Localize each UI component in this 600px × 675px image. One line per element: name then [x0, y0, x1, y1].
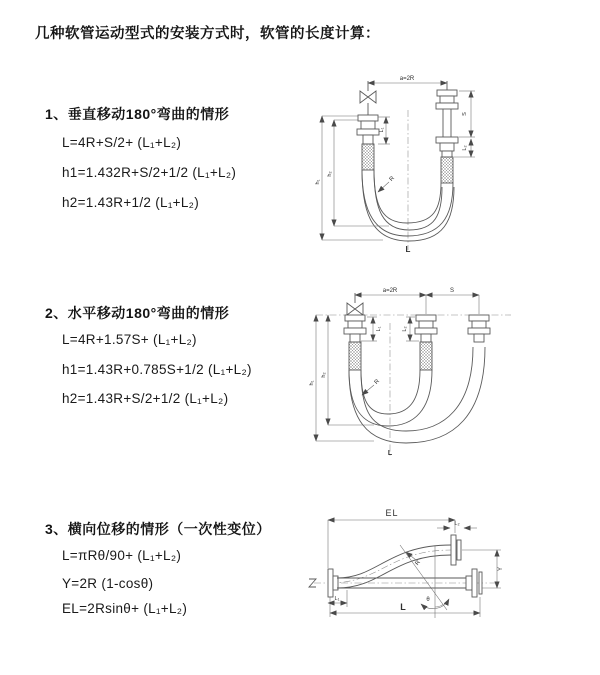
valve-icon	[347, 303, 363, 315]
radius-label: R	[388, 175, 396, 183]
braided-hose-section	[362, 144, 374, 170]
angle-label: θ	[426, 597, 430, 603]
diagram-vertical-180-bend	[313, 70, 528, 258]
dim-width-label: a=2R	[382, 288, 398, 294]
dim-s-label: S	[449, 288, 455, 294]
left-pipe-end	[357, 81, 379, 170]
right-pipe-end	[436, 81, 458, 183]
dim-s-label: S	[462, 112, 468, 116]
formula-length: L=πRθ/90+ (L₁+L₂)	[62, 548, 182, 563]
dim-l1-label: L₁	[334, 596, 340, 602]
length-label: L	[387, 450, 393, 457]
middle-pipe-end	[415, 315, 437, 370]
dim-el-label: EL	[385, 508, 399, 518]
hose-u-bend	[349, 347, 485, 443]
dim-y-label: Y	[498, 566, 504, 572]
section-2-heading: 2、水平移动180°弯曲的情形	[45, 305, 230, 321]
diagram-lateral-displacement	[300, 498, 558, 650]
s-curve-hose	[337, 535, 461, 588]
dim-l2-label: L₂	[462, 145, 468, 151]
angle-construction	[400, 545, 449, 618]
radius-label: R	[373, 378, 381, 386]
dim-width-label: a=2R	[399, 76, 415, 82]
page-title: 几种软管运动型式的安装方式时，软管的长度计算：	[35, 26, 380, 42]
formula-length: L=4R+1.57S+ (L₁+L₂)	[62, 332, 197, 347]
formula-el: EL=2Rsinθ+ (L₁+L₂)	[62, 601, 188, 616]
right-pipe-end	[468, 315, 490, 342]
dimension-lines	[328, 508, 504, 617]
formula-length: L=4R+S/2+ (L₁+L₂)	[62, 135, 182, 150]
length-label: L	[405, 245, 411, 254]
formula-h2: h2=1.43R+S/2+1/2 (L₁+L₂)	[62, 391, 229, 406]
dim-h1-label: h₁	[315, 179, 321, 185]
braided-hose-section	[349, 342, 361, 370]
formula-h1: h1=1.432R+S/2+1/2 (L₁+L₂)	[62, 165, 237, 180]
dim-l1-label: L₁	[379, 127, 385, 133]
dim-h1-label: h₁	[309, 380, 315, 386]
radius-label: R	[414, 559, 422, 567]
braided-hose-section	[420, 342, 432, 370]
dim-h2-label: h₂	[321, 372, 327, 378]
dimension-lines	[309, 288, 479, 457]
left-pipe-end	[344, 293, 366, 370]
valve-icon	[360, 91, 376, 103]
section-1-heading: 1、垂直移动180°弯曲的情形	[45, 106, 230, 122]
dim-h2-label: h₂	[327, 171, 333, 177]
dim-l2-label: L₂	[402, 326, 408, 332]
formula-y: Y=2R (1-cosθ)	[62, 576, 154, 591]
section-3-heading: 3、横向位移的情形（一次性变位）	[45, 521, 271, 537]
left-flange	[328, 569, 338, 597]
length-label: L	[400, 602, 406, 612]
formula-h2: h2=1.43R+1/2 (L₁+L₂)	[62, 195, 200, 210]
braided-hose-section	[441, 157, 453, 183]
dim-l2-label: L₂	[454, 521, 460, 527]
formula-h1: h1=1.43R+0.785S+1/2 (L₁+L₂)	[62, 362, 252, 377]
diagram-horizontal-180-bend	[306, 283, 534, 465]
dim-l1-label: L₁	[376, 326, 382, 332]
